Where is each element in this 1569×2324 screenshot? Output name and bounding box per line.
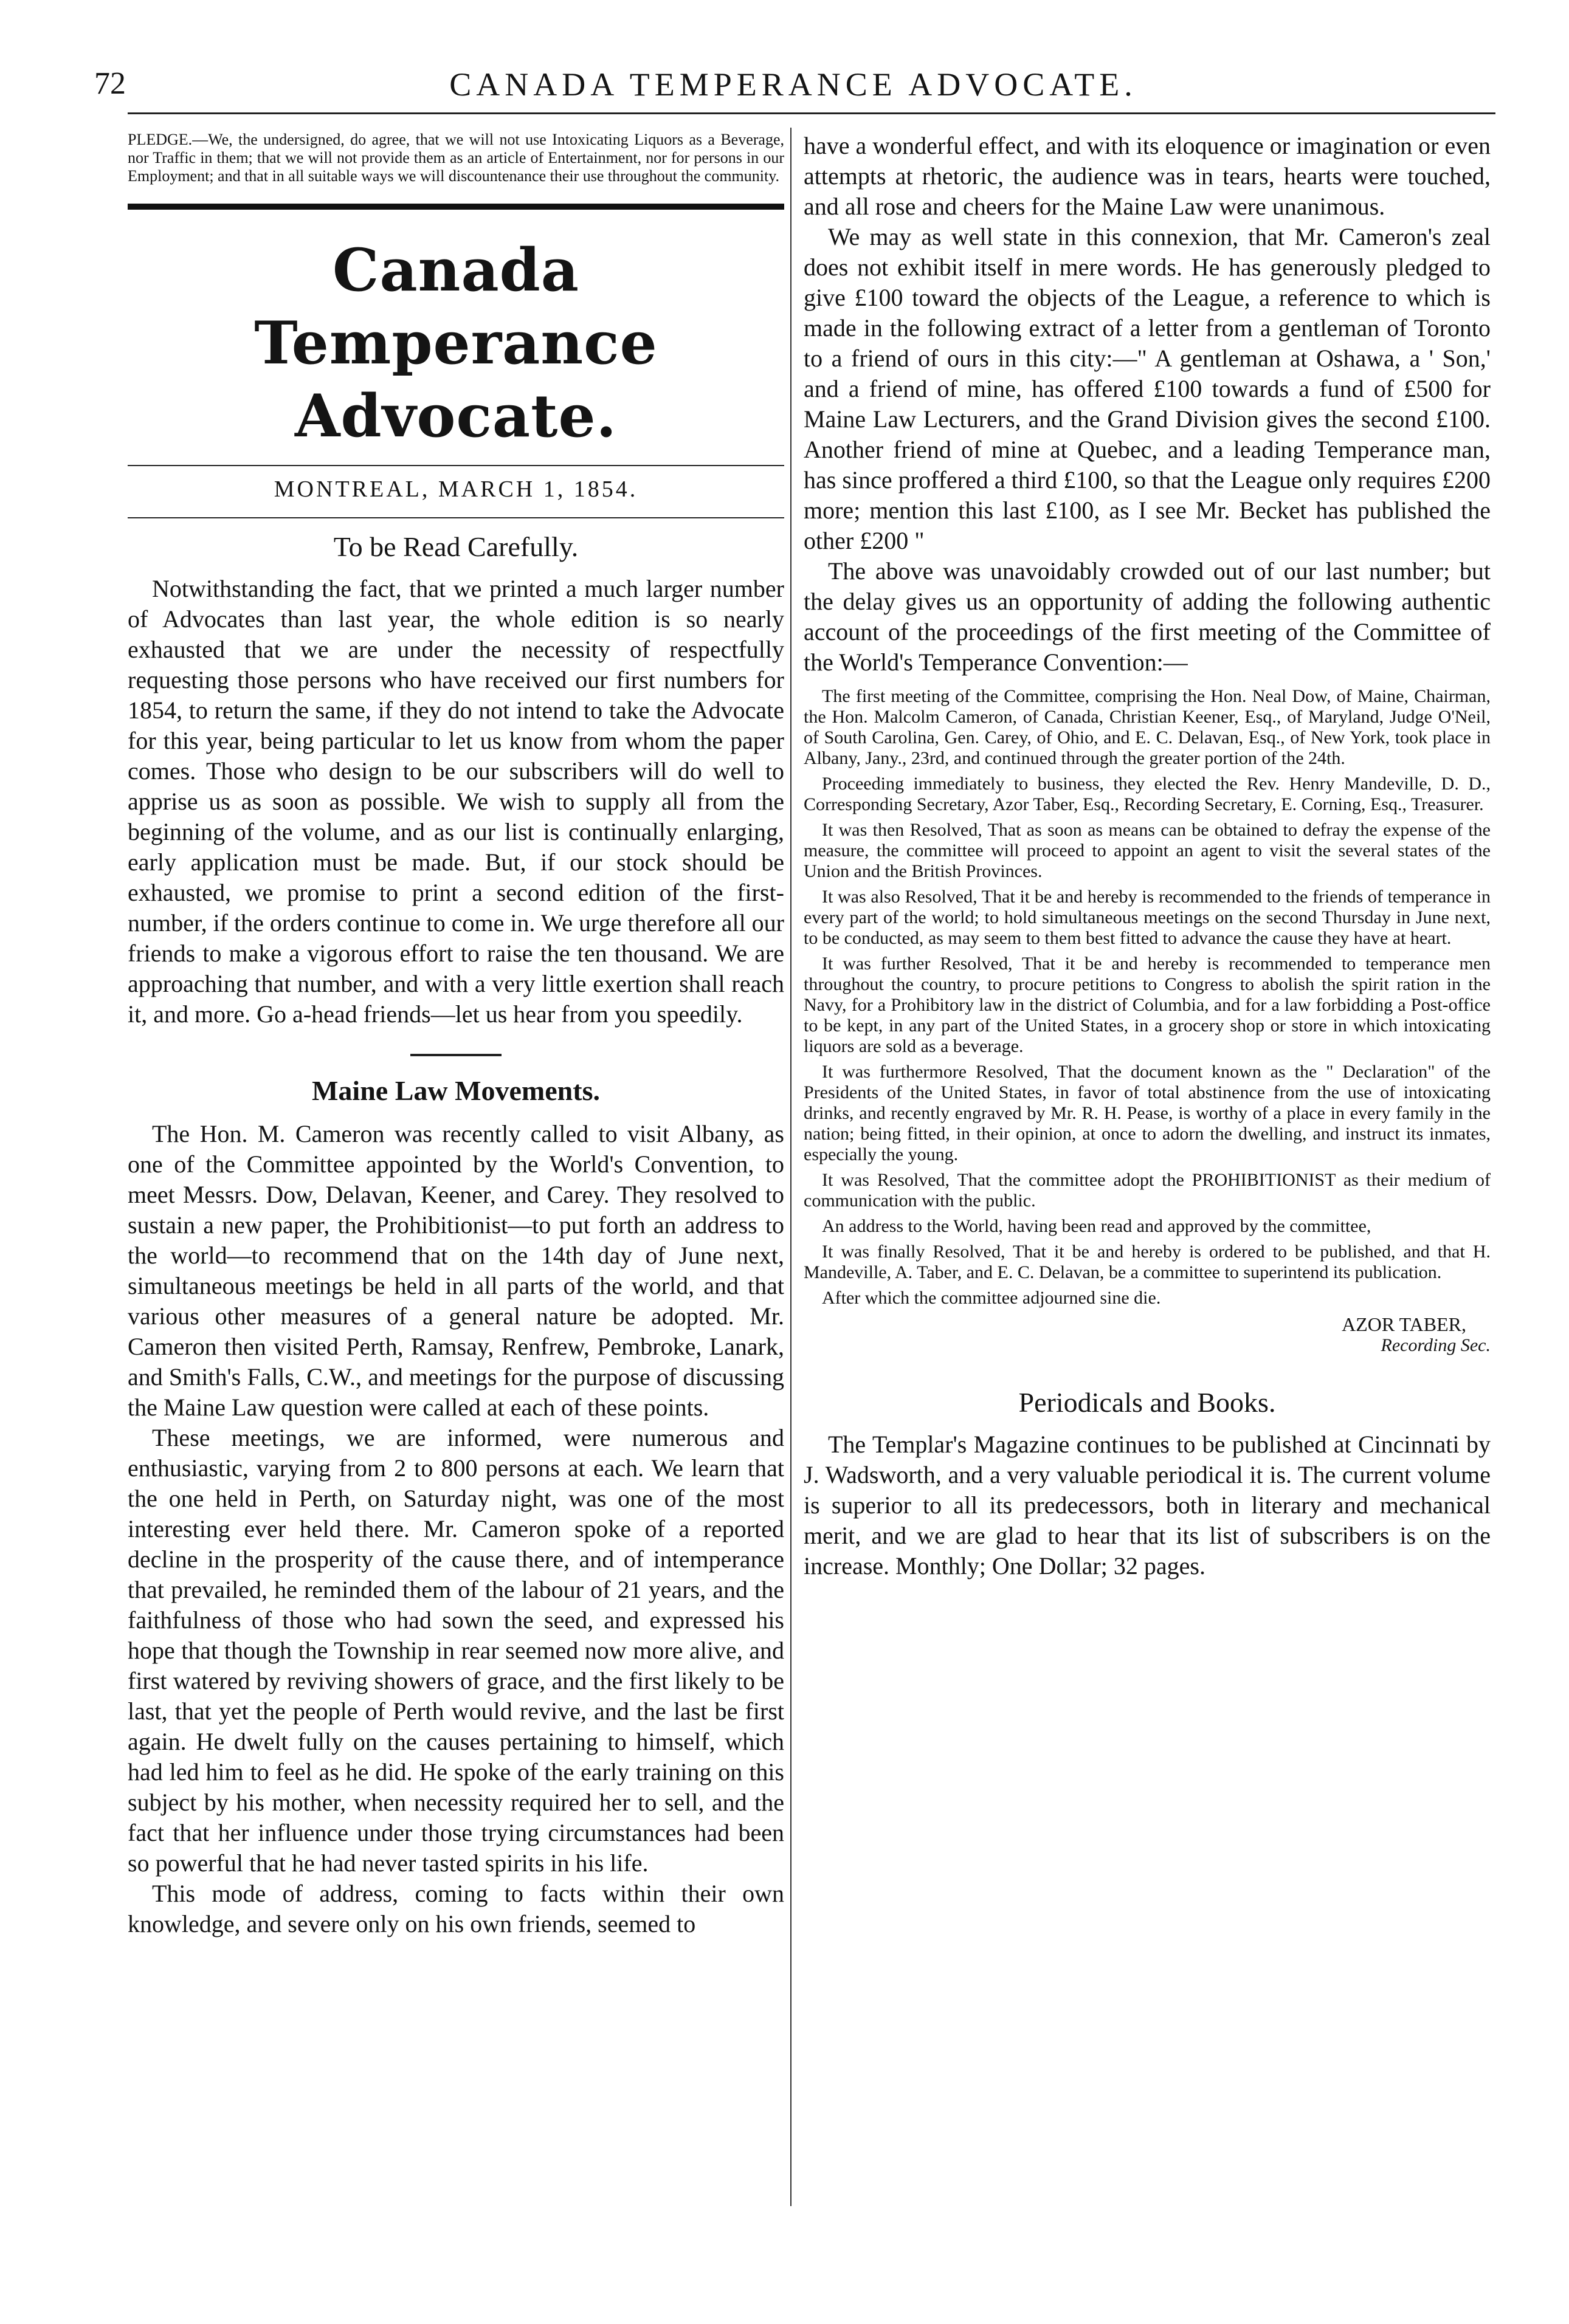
dateline: MONTREAL, MARCH 1, 1854. <box>274 476 638 502</box>
article-title-to-be-read: To be Read Carefully. <box>333 531 579 562</box>
periodicals-body: The Templar's Magazine continues to be published at Cincinnati by J. Wadsworth, and a very valuable periodical it is. The current volume is superior to all its predecessors, both in literary and mechanical merit, and we are glad to hear that its list of subscribers is on the increase. Monthly; One Dollar; 32 pages. <box>804 1431 1491 1580</box>
minutes-paragraph: It was then Resolved, That as soon as means can be obtained to defray the expense of the measure, the committee will proceed to appoint an agent to visit the several states of the Union and the British Provinces. <box>804 820 1491 881</box>
left-column <box>128 131 784 1939</box>
signature-title: Recording Sec. <box>1381 1335 1491 1355</box>
cameron-paragraph: We may as well state in this connexion, that Mr. Cameron's zeal does not exhibit itself in mere words. He has generously pledged to give £100 toward the objects of the League, a reference to which is made in the following extract of a letter from a gentleman of Toronto to a friend of ours in this city:—" A gentleman at Oshawa, a ' Son,' and a friend of mine, has offered £100 towards a fund of £500 for Maine Law Lecturers, and the Grand Division gives the second £100. Another friend of mine at Quebec, and a leading Temperance man, has since proffered a third £100, so that the League only requires £200 more; mention this last £100, as I see Mr. Becket has published the other £200 " <box>804 223 1491 554</box>
minutes-paragraph: It was Resolved, That the committee adopt the PROHIBITIONIST as their medium of communication with the public. <box>804 1170 1491 1211</box>
right-column <box>804 131 1491 1581</box>
header-rule <box>128 112 1495 114</box>
page-number: 72 <box>94 66 126 101</box>
minutes-paragraph: An address to the World, having been read and approved by the committee, <box>822 1216 1371 1236</box>
masthead-rule-top <box>128 204 784 210</box>
convention-intro: The above was unavoidably crowded out of our last number; but the delay gives us an opportunity of adding the following authentic account of the proceedings of the first meeting of the Committee of the World's Temperance Convention:— <box>804 557 1491 676</box>
maine-law-paragraph: These meetings, we are informed, were numerous and enthusiastic, varying from 2 to 800 persons at each. We learn that the one held in Perth, on Saturday night, was one of the most interesting ever held there. Mr. Cameron spoke of a reported decline in the prosperity of the cause there, and of intemperance that prevailed, he reminded them of the labour of 21 years, and the faithfulness of those who had sown the seed, and expressed his hope that though the Township in rear seemed now more alive, and first watered by reviving showers of grace, and the first likely to be last, that yet the people of Perth would revive, and the last be first again. He dwelt fully on the causes pertaining to himself, which had led him to feel as he did. He spoke of the early training on this subject by his mother, when necessity required her to sell, and the fact that her influence under those trying circumstances had been so powerful that he had never tasted spirits in his life. <box>128 1424 784 1877</box>
masthead-rule <box>128 465 784 466</box>
minutes-paragraph: It was furthermore Resolved, That the document known as the " Declaration" of the Presidents of the United States, in favor of total abstinence from the use of intoxicating drinks, and recently engraved by Mr. R. H. Pease, is worthy of a place in every family in the nation; being fitted, in their opinion, at once to adorn the dwelling, and instruct its inmates, especially the young. <box>804 1062 1491 1164</box>
dateline-rule <box>128 517 784 518</box>
continued-paragraph: have a wonderful effect, and with its eloquence or imagination or even attempts at rhetoric, the audience was in tears, hearts were touched, and all rose and cheers for the Maine Law were unanimous. <box>804 132 1491 220</box>
minutes-paragraph: It was finally Resolved, That it be and hereby is ordered to be published, and that H. Mandeville, A. Taber, and E. C. Delavan, be a committee to superintend its publication. <box>804 1242 1491 1282</box>
minutes-paragraph: Proceeding immediately to business, they elected the Rev. Henry Mandeville, D. D., Corresponding Secretary, Azor Taber, Esq., Recording Secretary, E. Corning, Esq., Treasurer. <box>804 774 1491 814</box>
signature-name: AZOR TABER, <box>1342 1313 1466 1335</box>
article-title-periodicals: Periodicals and Books. <box>1018 1387 1276 1418</box>
masthead-title: Canada Temperance Advocate. <box>254 236 658 450</box>
running-title: CANADA TEMPERANCE ADVOCATE. <box>449 66 1137 103</box>
minutes-paragraph: It was also Resolved, That it be and hereby is recommended to the friends of temperance in every part of the world; to hold simultaneous meetings on the second Thursday in June next, to be conducted, as may seem to them best fitted to advance the cause they have at heart. <box>804 887 1491 948</box>
article-title-maine-law: Maine Law Movements. <box>312 1075 600 1106</box>
section-rule <box>410 1054 502 1056</box>
article-body-to-be-read: Notwithstanding the fact, that we printed a much larger number of Advocates than last year, the whole edition is so nearly exhausted that we are under the necessity of respectfully requesting those persons who have received our first numbers for 1854, to return the same, if they do not intend to take the Advocate for this year, being particular to let us know from whom the paper comes. Those who design to be our subscribers will do well to apprise us as soon as possible. We wish to supply all from the beginning of the volume, and as our list is continually enlarging, early application must be made. But, if our stock should be exhausted, we promise to print a second edition of the first-number, if the orders continue to come in. We urge therefore all our friends to make a vigorous effort to raise the ten thousand. We are approaching that number, and with a very little exertion shall reach it, and more. Go a-head friends—let us hear from you speedily. <box>128 575 784 1028</box>
maine-law-paragraph: This mode of address, coming to facts within their own knowledge, and severe only on his own friends, seemed to <box>128 1880 784 1937</box>
minutes-paragraph: After which the committee adjourned sine die. <box>822 1288 1161 1308</box>
minutes-paragraph: It was further Resolved, That it be and hereby is recommended to temperance men throughout the country, to procure petitions to Congress to abolish the spirit ration in the Navy, for a Prohibitory law in the district of Columbia, and for a law forbidding a Post-office to be kept, in any part of the United States, in a grocery shop or store in which intoxicating liquors are sold as a beverage. <box>804 954 1491 1056</box>
maine-law-paragraph: The Hon. M. Cameron was recently called to visit Albany, as one of the Committee appointed by the World's Convention, to meet Messrs. Dow, Delavan, Keener, and Carey. They resolved to sustain a new paper, the Prohibitionist—to put forth an address to the world—to recommend that on the 14th day of June next, simultaneous meetings be held in all parts of the world, and that various other measures of a general nature be adopted. Mr. Cameron then visited Perth, Ramsay, Renfrew, Pembroke, Lanark, and Smith's Falls, C.W., and meetings for the purpose of discussing the Maine Law question were called at each of these points. <box>128 1120 784 1421</box>
minutes-paragraph: The first meeting of the Committee, comprising the Hon. Neal Dow, of Maine, Chairman, the Hon. Malcolm Cameron, of Canada, Christian Keener, Esq., of Maryland, Judge O'Neil, of South Carolina, Gen. Carey, of Ohio, and E. C. Delavan, Esq., of New York, took place in Albany, Jany., 23rd, and continued through the greater portion of the 24th. <box>804 686 1491 768</box>
column-divider <box>790 128 791 2206</box>
pledge-text: PLEDGE.—We, the undersigned, do agree, that we will not use Intoxicating Liquors as a Beverage, nor Traffic in them; that we will not provide them as an article of Entertainment, nor for persons in our Employment; and that in all suitable ways we will discountenance their use throughout the community. <box>128 131 784 185</box>
